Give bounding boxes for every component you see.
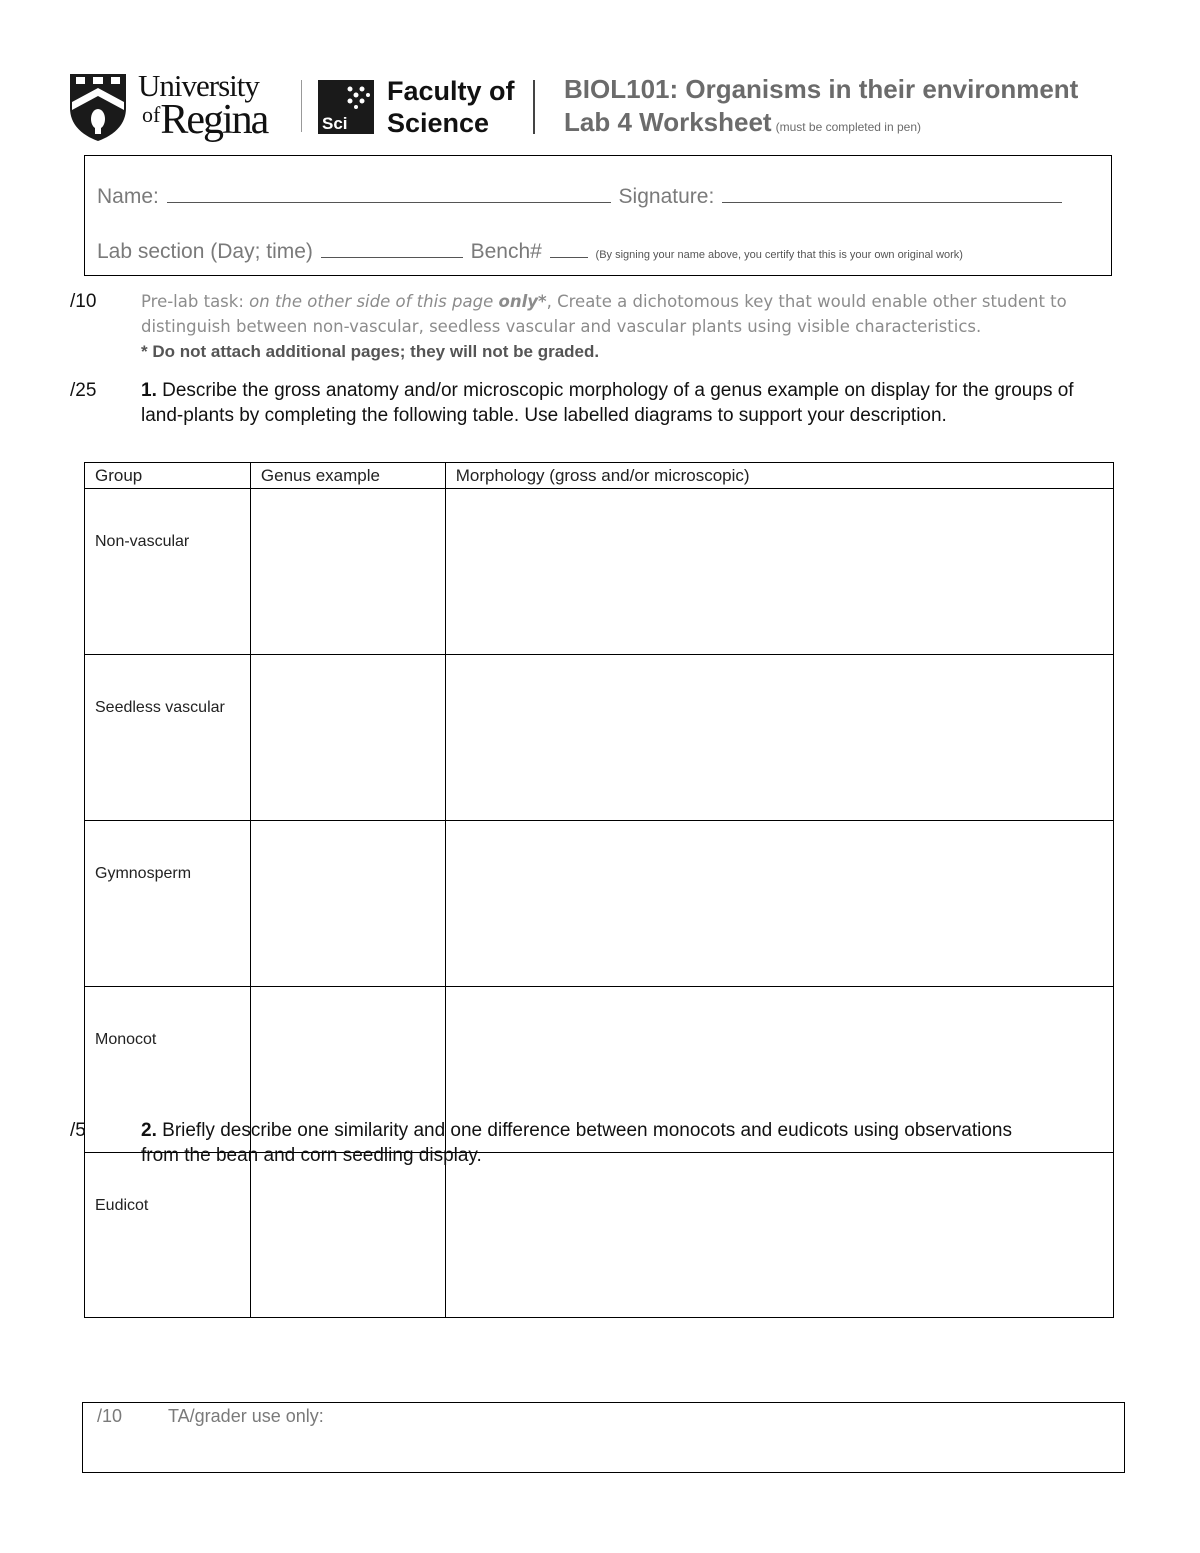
grader-score: /10 xyxy=(97,1406,123,1426)
faculty-title-line2: Science xyxy=(387,108,490,138)
table-row xyxy=(85,489,1114,655)
group-cell: Monocot xyxy=(85,987,251,1153)
prelab-warning: * Do not attach additional pages; they will not be graded. xyxy=(141,342,600,361)
signature-label: Signature: xyxy=(618,185,715,208)
prelab-only: only* xyxy=(498,292,547,311)
lab-section-field[interactable] xyxy=(321,237,463,258)
question2 xyxy=(141,1118,1041,1168)
table-header-group: Group xyxy=(85,463,251,489)
morphology-cell[interactable] xyxy=(445,821,1113,987)
question1-text: Describe the gross anatomy and/or microscopic morphology of a genus example on display for the groups of land-plants by completing the following table. Use labelled diagrams to support your description. xyxy=(141,380,1074,426)
university-wordmark-regina: Regina xyxy=(160,97,268,143)
worksheet-note: (must be completed in pen) xyxy=(775,120,921,134)
prelab-score: /10 xyxy=(70,291,97,312)
table-row xyxy=(85,655,1114,821)
prelab-italic: on the other side of this page xyxy=(249,292,499,311)
group-cell: Eudicot xyxy=(85,1153,251,1318)
genus-cell[interactable] xyxy=(250,489,445,655)
question2-text: Briefly describe one similarity and one difference between monocots and eudicots using observations from the bean and corn seedling display. xyxy=(141,1120,1013,1166)
genus-cell[interactable] xyxy=(250,821,445,987)
question2-score: /5 xyxy=(70,1120,86,1141)
university-wordmark-of: of xyxy=(142,102,161,127)
name-label: Name: xyxy=(97,185,159,208)
university-shield-logo xyxy=(68,72,128,142)
course-title: BIOL101: Organisms in their environment xyxy=(564,74,1079,104)
table-header-morphology: Morphology (gross and/or microscopic) xyxy=(445,463,1113,489)
signature-field[interactable] xyxy=(722,182,1062,203)
bench-field[interactable] xyxy=(550,237,588,258)
worksheet-title-text: Lab 4 Worksheet xyxy=(564,107,772,137)
prelab-task xyxy=(141,289,1131,364)
prelab-rest: , Create a dichotomous key that would enable other student to distinguish between non-vascular, seedless vascular and vascular plants using visible characteristics. xyxy=(141,292,1067,336)
question2-answer-area[interactable] xyxy=(141,1175,1116,1385)
grader-label: TA/grader use only: xyxy=(168,1406,324,1426)
faculty-title-line1: Faculty of xyxy=(387,76,515,106)
group-cell: Seedless vascular xyxy=(85,655,251,821)
genus-cell[interactable] xyxy=(250,655,445,821)
university-wordmark-line2 xyxy=(142,99,267,141)
lab-section-row xyxy=(97,237,963,264)
name-field[interactable] xyxy=(167,182,611,203)
bench-label: Bench# xyxy=(470,240,542,263)
group-cell: Non-vascular xyxy=(85,489,251,655)
name-row xyxy=(97,182,1064,209)
sci-badge-label: Sci xyxy=(322,114,348,133)
header-divider xyxy=(301,80,302,132)
header-divider-2 xyxy=(533,80,535,134)
question2-number: 2. xyxy=(141,1120,157,1141)
certify-note: (By signing your name above, you certify that this is your own original work) xyxy=(595,249,963,261)
table-header-genus: Genus example xyxy=(250,463,445,489)
question1 xyxy=(141,378,1116,428)
question1-score: /25 xyxy=(70,380,97,401)
prelab-lead: Pre-lab task: xyxy=(141,292,250,311)
morphology-cell[interactable] xyxy=(445,489,1113,655)
worksheet-title xyxy=(564,107,921,138)
table-row xyxy=(85,821,1114,987)
group-cell: Gymnosperm xyxy=(85,821,251,987)
question1-number: 1. xyxy=(141,380,157,401)
table-header-row xyxy=(85,463,1114,489)
faculty-title xyxy=(387,75,515,139)
university-wordmark-line1: University xyxy=(138,68,259,103)
lab-section-label: Lab section (Day; time) xyxy=(97,240,313,263)
morphology-cell[interactable] xyxy=(445,655,1113,821)
